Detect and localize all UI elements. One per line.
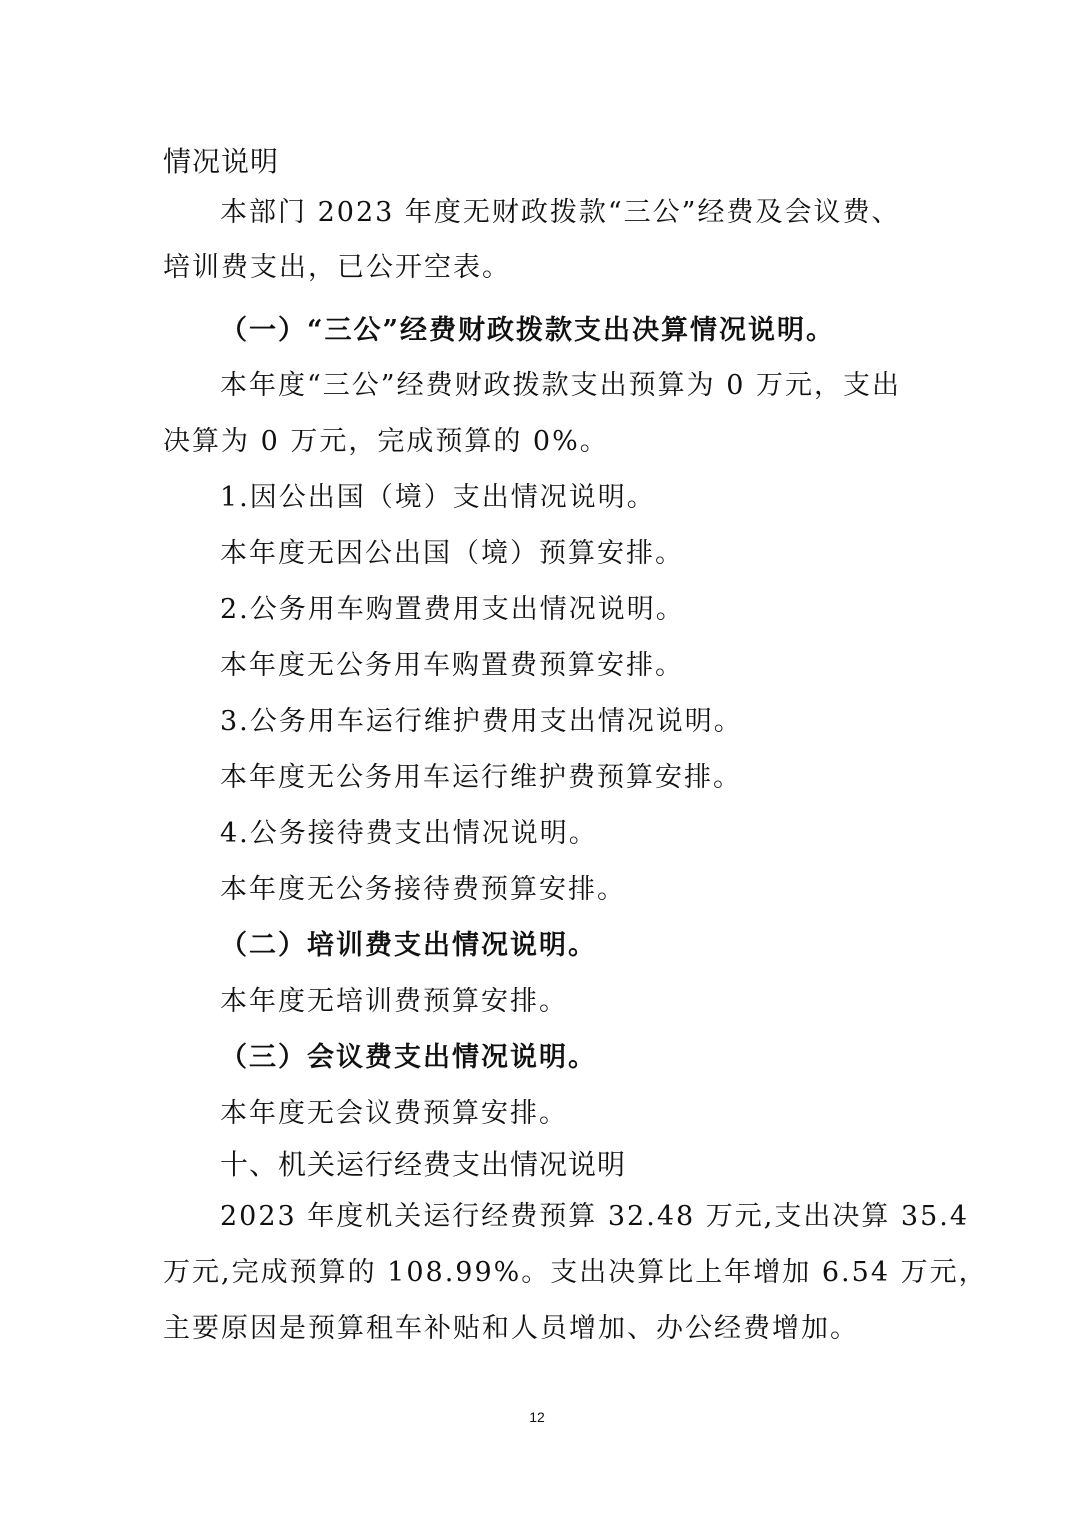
intro-line-1: 本部门 2023 年度无财政拨款“三公”经费及会议费、	[220, 197, 901, 228]
item-1-title: 1.因公出国（境）支出情况说明。	[220, 482, 656, 513]
section-10-body-line-1: 2023 年度机关运行经费预算 32.48 万元,支出决算 35.4	[220, 1201, 970, 1232]
section-heading: 情况说明	[163, 145, 280, 178]
item-1-body: 本年度无因公出国（境）预算安排。	[220, 538, 684, 569]
subsection-3-body: 本年度无会议费预算安排。	[220, 1098, 568, 1129]
section-10-body-line-3: 主要原因是预算租车补贴和人员增加、办公经费增加。	[163, 1313, 859, 1344]
item-4-body: 本年度无公务接待费预算安排。	[220, 874, 626, 905]
page-number: 12	[529, 1409, 545, 1425]
item-2-body: 本年度无公务用车购置费预算安排。	[220, 650, 684, 681]
subsection-2-title: （二）培训费支出情况说明。	[220, 930, 597, 961]
subsection-1-title: （一）“三公”经费财政拨款支出决算情况说明。	[220, 315, 836, 346]
item-2-title: 2.公务用车购置费用支出情况说明。	[220, 594, 685, 625]
section-10-body-line-2: 万元,完成预算的 108.99%。支出决算比上年增加 6.54 万元，	[163, 1257, 988, 1288]
subsection-1-body-line-2: 决算为 0 万元，完成预算的 0%。	[163, 426, 609, 457]
subsection-1-body-line-1: 本年度“三公”经费财政拨款支出预算为 0 万元，支出	[220, 370, 901, 401]
intro-line-2: 培训费支出，已公开空表。	[163, 252, 511, 283]
section-10-title: 十、机关运行经费支出情况说明	[220, 1148, 627, 1181]
item-3-body: 本年度无公务用车运行维护费预算安排。	[220, 762, 742, 793]
item-3-title: 3.公务用车运行维护费用支出情况说明。	[220, 706, 743, 737]
item-4-title: 4.公务接待费支出情况说明。	[220, 818, 598, 849]
subsection-2-body: 本年度无培训费预算安排。	[220, 986, 568, 1017]
subsection-3-title: （三）会议费支出情况说明。	[220, 1042, 597, 1073]
